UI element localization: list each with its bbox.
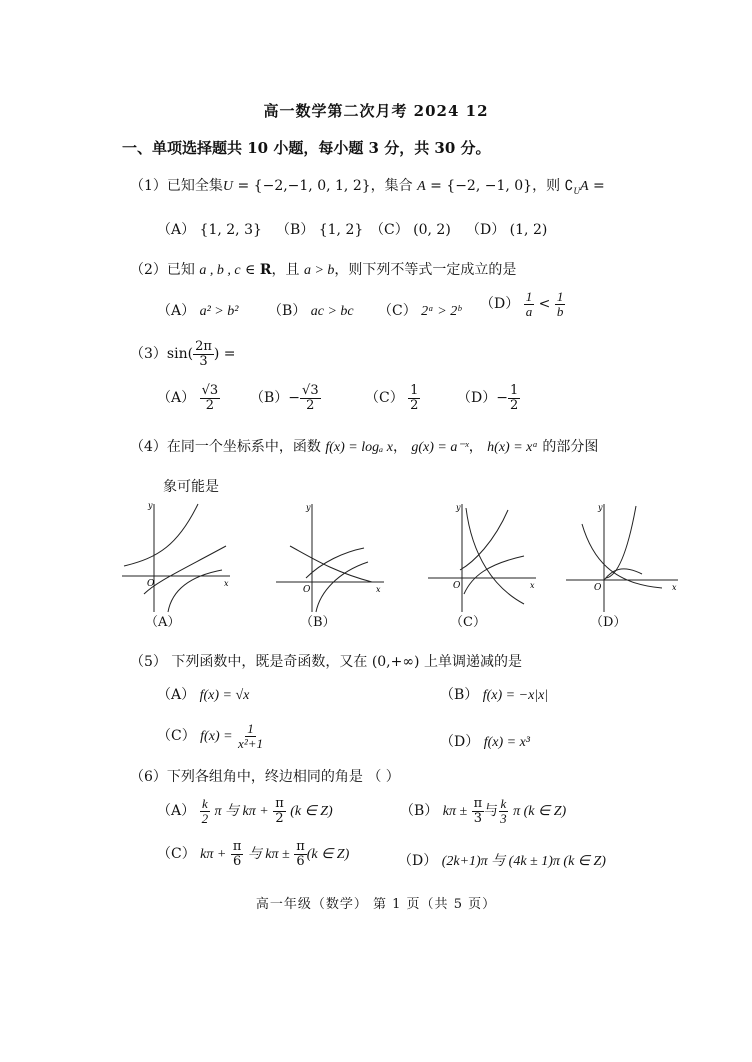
graph-c[interactable]: [424, 500, 542, 618]
q3-option-d[interactable]: （D）− $\frac{1}{2}$: [457, 383, 519, 413]
q6-option-d[interactable]: （D） (2k+1)π 与 (4k ± 1)π (k ∈ Z): [398, 853, 606, 869]
q3-option-a[interactable]: （A） $\frac{√3}{2}$: [157, 383, 219, 413]
svg-text:O: O: [453, 581, 461, 591]
svg-text:y: y: [598, 503, 603, 512]
graph-b[interactable]: [272, 500, 390, 618]
graph-b-label: （B）: [300, 615, 336, 630]
q2-option-c[interactable]: （C） 2ᵃ > 2ᵇ: [378, 303, 461, 319]
question-2-stem: （2）已知 a , b , c ∈ R，且 a > b，则下列不等式一定成立的是: [130, 262, 517, 278]
svg-text:x: x: [672, 583, 677, 592]
q2-option-b[interactable]: （B） ac > bc: [268, 303, 354, 319]
svg-text:O: O: [147, 579, 155, 589]
q1-option-d[interactable]: （D） (1, 2): [466, 222, 548, 238]
q1-option-a[interactable]: （A） {1, 2, 3}: [157, 222, 262, 238]
graph-d[interactable]: [562, 500, 682, 618]
q5-option-c[interactable]: （C） f(x) = $\frac{1}{\text{x²+1}}$: [157, 721, 263, 751]
graph-a[interactable]: [118, 500, 236, 618]
graph-a-label: （A）: [145, 615, 181, 630]
question-3-stem: （3）sin( $\frac{2\pi}{3}$ ) =: [130, 339, 236, 369]
graph-c-label: （C）: [450, 615, 486, 630]
svg-text:x: x: [224, 579, 229, 588]
question-4-stem-line2: 象可能是: [163, 479, 219, 495]
q1-option-c[interactable]: （C） (0, 2): [370, 222, 451, 238]
q6-option-c[interactable]: （C） kπ + $\frac{\pi}{6}$ 与 kπ ± $\frac{\pi}{6}$ (k ∈ Z): [157, 839, 350, 869]
svg-text:O: O: [594, 583, 602, 593]
svg-text:x: x: [530, 581, 535, 590]
svg-text:y: y: [456, 503, 461, 512]
q1-option-b[interactable]: （B） {1, 2}: [276, 222, 364, 238]
page-footer: 高一年级（数学） 第 1 页（共 5 页）: [255, 897, 497, 912]
svg-text:y: y: [148, 501, 153, 510]
question-5-stem: （5） 下列函数中，既是奇函数，又在 (0,+∞) 上单调递减的是: [130, 654, 522, 670]
question-1-stem: （1）已知全集U = {−2,−1, 0, 1, 2}，集合 A = {−2, −1, 0}，则 $∁_UA$ =: [130, 178, 605, 196]
q2-option-a[interactable]: （A） a² > b²: [157, 303, 239, 319]
question-6-stem: （6）下列各组角中，终边相同的角是 （ ）: [130, 769, 400, 785]
svg-text:y: y: [306, 503, 311, 512]
q5-option-a[interactable]: （A） f(x) = √x: [157, 687, 250, 703]
svg-text:O: O: [303, 585, 311, 595]
svg-text:x: x: [376, 585, 381, 594]
q5-option-d[interactable]: （D） f(x) = x³: [440, 734, 530, 750]
q3-option-c[interactable]: （C） $\frac{1}{2}$: [365, 383, 419, 413]
q2-option-d[interactable]: （D） $\frac{1}{a}$ < $\frac{1}{b}$: [480, 289, 564, 319]
q6-option-b[interactable]: （B） kπ ± $\frac{\pi}{3}$ 与 $\frac{k}{3}$ π (k ∈ Z): [400, 796, 567, 826]
section-heading: 一、单项选择题共 10 小题，每小题 3 分，共 30 分。: [122, 139, 491, 157]
graph-d-label: （D）: [590, 615, 627, 630]
q3-option-b[interactable]: （B）− $\frac{√3}{2}$: [250, 383, 319, 413]
page-title: 高一数学第二次月考 2024 12: [263, 102, 489, 120]
q6-option-a[interactable]: （A） $\frac{k}{2}$ π 与 kπ + $\frac{\pi}{2}$ (k ∈ Z): [157, 796, 333, 826]
q5-option-b[interactable]: （B） f(x) = −x|x|: [440, 687, 549, 703]
question-4-stem: （4）在同一个坐标系中，函数 f(x) = logₐ x， g(x) = a⁻ˣ， h(x) = xᵃ 的部分图: [130, 439, 599, 455]
